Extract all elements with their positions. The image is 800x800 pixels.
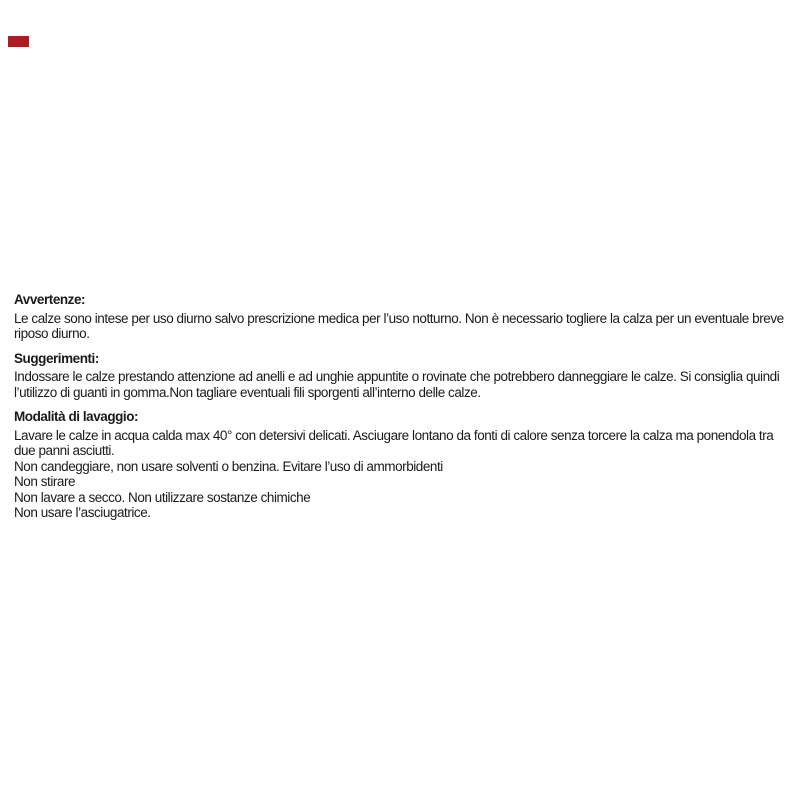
non-stirare-line: Non stirare xyxy=(14,474,76,489)
section-suggerimenti xyxy=(14,351,787,401)
suggerimenti-heading: Suggerimenti: xyxy=(14,350,99,366)
suggerimenti-paragraph: Indossare le calze prestando attenzione ad anelli e ad unghie appuntite o rovinate che potrebbero danneggiare le calze. Si consiglia quindi l’utilizzo di guanti in gomma.Non tagliare eventuali fili sporgenti all’interno delle calze. xyxy=(14,369,780,400)
lavaggio-paragraph: Lavare le calze in acqua calda max 40° con detersivi delicati. Asciugare lontano da fonti di calore senza torcere la calza ma ponendola tra due panni asciutti. xyxy=(14,427,774,458)
section-avvertenze xyxy=(14,292,787,342)
section-modalita-di-lavaggio xyxy=(14,409,787,521)
avvertenze-paragraph: Le calze sono intese per uso diurno salvo prescrizione medica per l’uso notturno. Non è necessario togliere la calza per un eventuale breve riposo diurno. xyxy=(14,310,784,341)
non-lavare-a-secco-line: Non lavare a secco. Non utilizzare sostanze chimiche xyxy=(14,489,311,505)
modalita-heading: Modalità di lavaggio: xyxy=(14,409,139,424)
care-instructions xyxy=(14,292,787,530)
red-mark xyxy=(8,36,29,47)
avvertenze-heading: Avvertenze: xyxy=(14,292,86,307)
non-candeggiare-line: Non candeggiare, non usare solventi o benzina. Evitare l’uso di ammorbidenti xyxy=(14,458,443,474)
non-usare-asciugatrice-line: Non usare l’asciugatrice. xyxy=(14,505,151,520)
